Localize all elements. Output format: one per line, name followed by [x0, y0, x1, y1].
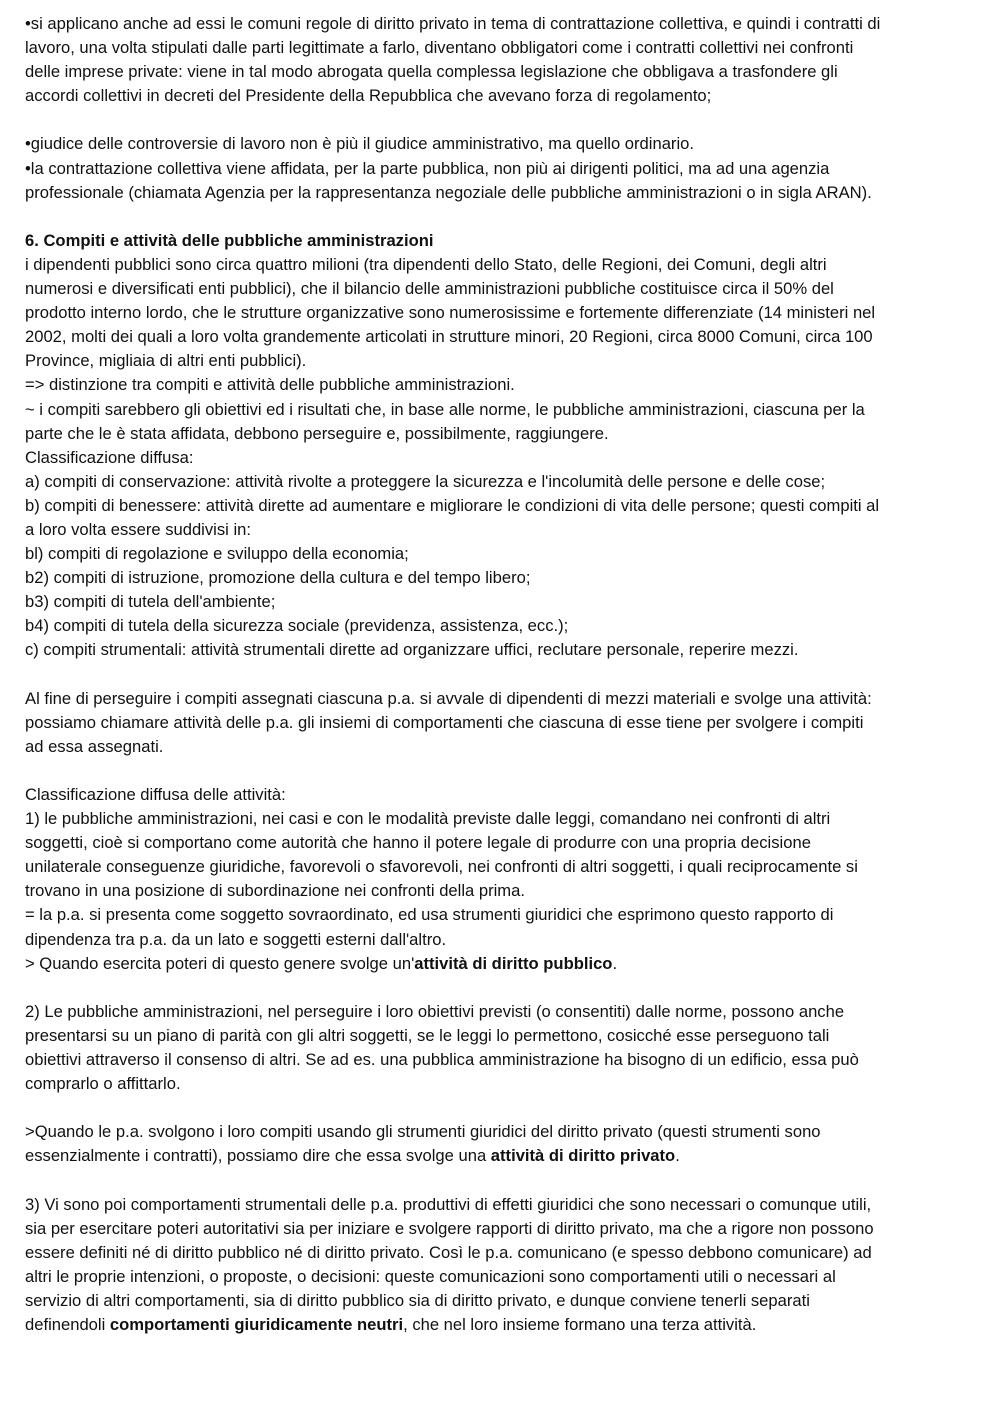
text-line: 2) Le pubbliche amministrazioni, nel perseguire i loro obiettivi previsti (o consentiti) dalle norme, possono anche — [25, 1001, 845, 1021]
text-line: ad essa assegnati. — [25, 736, 164, 756]
text-line: Province, migliaia di altri enti pubblici). — [25, 351, 307, 371]
classification-paragraph — [25, 783, 976, 976]
section-block — [25, 229, 976, 663]
text-line: presentarsi su un piano di parità con gli altri soggetti, se le leggi lo permettono, cosicché esse perseguono tali — [25, 1025, 830, 1045]
text-line: soggetti, cioè si comportano come autorità che hanno il potere legale di produrre con una propria decisione — [25, 833, 811, 853]
neutral-paragraph — [25, 1193, 976, 1338]
text-line: obiettivi attraverso il consenso di altri. Se ad es. una pubblica amministrazione ha bisogno di un edificio, essa può — [25, 1050, 859, 1070]
text-line-public-activity: > Quando esercita poteri di questo genere svolge un'attività di diritto pubblico. — [25, 953, 618, 973]
text-line: trovano in una posizione di subordinazione nei confronti della prima. — [25, 881, 525, 901]
spacer — [25, 759, 976, 783]
text-line: dipendenza tra p.a. da un lato e soggetti esterni dall'altro. — [25, 929, 447, 949]
private-paragraph — [25, 1120, 976, 1168]
spacer — [25, 205, 976, 229]
text-line: sia per esercitare poteri autoritativi sia per iniziare e svolgere rapporti di diritto privato, ma che a rigore non possono — [25, 1218, 874, 1238]
text-line: c) compiti strumentali: attività strumentali dirette ad organizzare uffici, reclutare personale, reperire mezzi. — [25, 640, 799, 660]
text-line: Classificazione diffusa: — [25, 447, 194, 467]
text-line: •si applicano anche ad essi le comuni regole di diritto privato in tema di contrattazione collettiva, e quindi i contratti di — [25, 14, 881, 33]
text-line: Classificazione diffusa delle attività: — [25, 785, 286, 804]
text-line: delle imprese private: viene in tal modo abrogata quella complessa legislazione che obbligava a trasfondere gli — [25, 62, 838, 82]
text-line: bl) compiti di regolazione e sviluppo della economia; — [25, 544, 409, 564]
emphasis: attività di diritto privato — [490, 1146, 676, 1166]
text-line: b4) compiti di tutela della sicurezza sociale (previdenza, assistenza, ecc.); — [25, 616, 569, 636]
text-line: a loro volta essere suddivisi in: — [25, 519, 251, 539]
text-line: b2) compiti di istruzione, promozione della cultura e del tempo libero; — [25, 568, 531, 588]
bullets-paragraph — [25, 132, 976, 204]
text-line: comprarlo o affittarlo. — [25, 1074, 181, 1094]
emphasis: attività di diritto pubblico — [414, 953, 613, 973]
text-line: ~ i compiti sarebbero gli obiettivi ed i risultati che, in base alle norme, le pubbliche amministrazioni, ciascuna per la — [25, 399, 865, 419]
text-line: i dipendenti pubblici sono circa quattro milioni (tra dipendenti dello Stato, delle Regioni, dei Comuni, degli altri — [25, 254, 827, 274]
text-line: a) compiti di conservazione: attività rivolte a proteggere la sicurezza e l'incolumità delle persone e delle cose; — [25, 471, 826, 491]
emphasis: comportamenti giuridicamente neutri — [109, 1315, 404, 1335]
text-line: Al fine di perseguire i compiti assegnati ciascuna p.a. si avvale di dipendenti di mezzi materiali e svolge una attività: — [25, 688, 872, 708]
text-line: essere definiti né di diritto pubblico né di diritto privato. Così le p.a. comunicano (e spesso debbono comunicare) ad — [25, 1242, 872, 1262]
text-line: •la contrattazione collettiva viene affidata, per la parte pubblica, non più ai dirigenti politici, ma ad una agenzia — [25, 158, 830, 178]
text-line: 2002, molti dei quali a loro volta grandemente articolati in strutture minori, 20 Regioni, circa 8000 Comuni, circa 100 — [25, 327, 873, 347]
text-line: altri le proprie intenzioni, o proposte, o decisioni: queste comunicazioni sono comportamenti utili o necessari al — [25, 1266, 836, 1286]
text-line: professionale (chiamata Agenzia per la rappresentanza negoziale delle pubbliche amministrazioni o in sigla ARAN). — [25, 182, 872, 202]
text-line: unilaterale conseguenze giuridiche, favorevoli o sfavorevoli, nei confronti di altri soggetti, i quali reciprocamente si — [25, 857, 858, 877]
section-title: 6. Compiti e attività delle pubbliche amministrazioni — [25, 230, 434, 250]
text-line: = la p.a. si presenta come soggetto sovraordinato, ed usa strumenti giuridici che esprimono questo rapporto di — [25, 905, 834, 925]
intro-paragraph — [25, 12, 976, 108]
text-line: => distinzione tra compiti e attività delle pubbliche amministrazioni. — [25, 375, 515, 395]
text-line: 3) Vi sono poi comportamenti strumentali delle p.a. produttivi di effetti giuridici che sono necessari o comunque utili, — [25, 1194, 872, 1214]
text-line: servizio di altri comportamenti, sia di diritto pubblico sia di diritto privato, e dunque conviene tenerli separati — [25, 1290, 810, 1310]
text-line: >Quando le p.a. svolgono i loro compiti usando gli strumenti giuridici del diritto privato (questi strumenti sono — [25, 1122, 821, 1142]
text-line: •giudice delle controversie di lavoro non è più il giudice amministrativo, ma quello ordinario. — [25, 134, 694, 154]
text-line: b3) compiti di tutela dell'ambiente; — [25, 592, 276, 612]
spacer — [25, 108, 976, 132]
spacer — [25, 1096, 976, 1120]
spacer — [25, 1169, 976, 1193]
text-line: numerosi e diversificati enti pubblici), che il bilancio delle amministrazioni pubbliche costituisce circa il 50% del — [25, 279, 834, 299]
fine-paragraph — [25, 687, 976, 759]
text-line: possiamo chiamare attività delle p.a. gli insiemi di comportamenti che ciascuna di esse tiene per svolgere i compiti — [25, 712, 864, 732]
text-line: b) compiti di benessere: attività dirette ad aumentare e migliorare le condizioni di vita delle persone; questi compiti al — [25, 495, 880, 515]
text-line: parte che le è stata affidata, debbono perseguire e, possibilmente, raggiungere. — [25, 423, 609, 443]
parity-paragraph — [25, 1000, 976, 1096]
spacer — [25, 976, 976, 1000]
spacer — [25, 663, 976, 687]
text-line-neutral-behaviours: definendoli comportamenti giuridicamente neutri, che nel loro insieme formano una terza attività. — [25, 1315, 757, 1335]
text-line: accordi collettivi in decreti del Presidente della Repubblica che avevano forza di regolamento; — [25, 86, 712, 106]
text-line: prodotto interno lordo, che le strutture organizzative sono numerosissime e fortemente differenziate (14 ministeri nel — [25, 303, 876, 323]
text-line: 1) le pubbliche amministrazioni, nei casi e con le modalità previste dalle leggi, comandano nei confronti di altri — [25, 809, 831, 829]
text-line-private-activity: essenzialmente i contratti), possiamo dire che essa svolge una attività di diritto privato. — [25, 1146, 680, 1166]
text-line: lavoro, una volta stipulati dalle parti legittimate a farlo, diventano obbligatori come i contratti collettivi nei confronti — [25, 38, 854, 58]
